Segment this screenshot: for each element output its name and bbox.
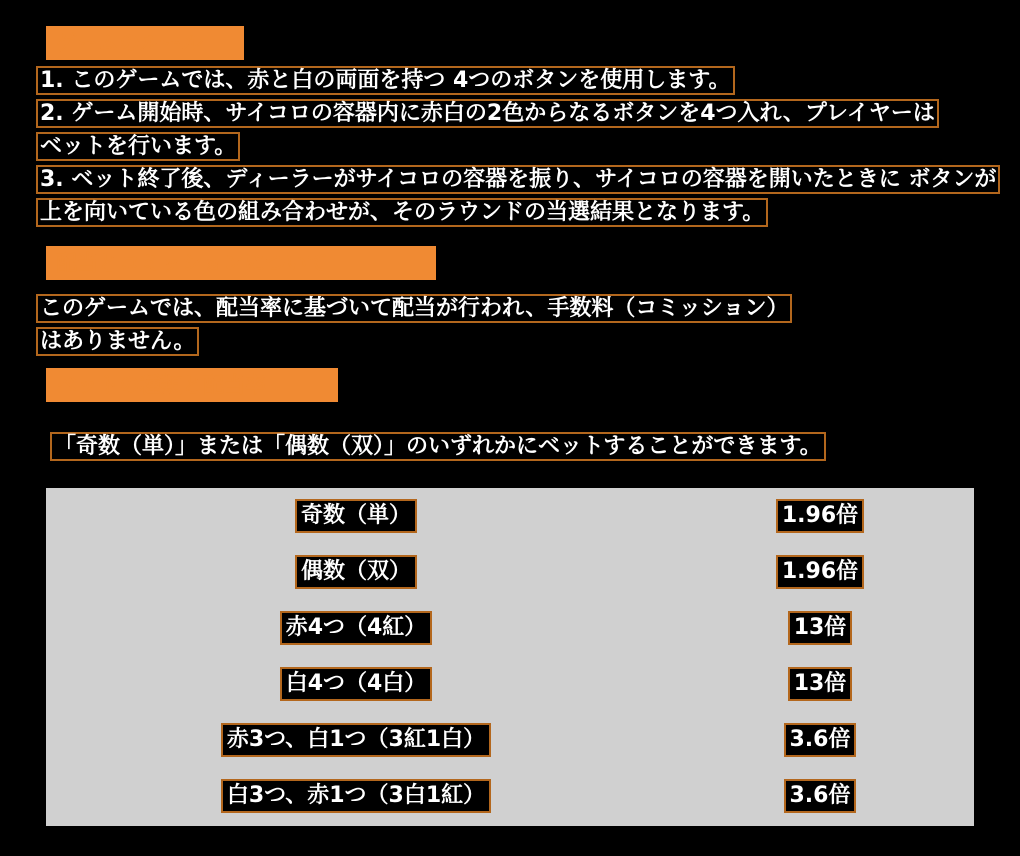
- heading-payout-info: 配当とコミッションについて: [46, 246, 436, 280]
- table-cell-name-wrap: [46, 501, 666, 531]
- bet-intro-line: 「奇数（単）」または「偶数（双）」のいずれかにベットすることができます。: [54, 434, 822, 459]
- table-row: [46, 768, 974, 824]
- bet-name: 白3つ、赤1つ（3白1紅）: [223, 781, 489, 811]
- bet-rate: 13倍: [790, 669, 851, 699]
- table-row: [46, 488, 974, 544]
- bet-intro-paragraph: [52, 430, 824, 463]
- payout-paragraph: [38, 292, 790, 358]
- bet-rate: 1.96倍: [778, 501, 862, 531]
- table-row: [46, 712, 974, 768]
- table-cell-name-wrap: [46, 613, 666, 643]
- table-cell-name-wrap: [46, 557, 666, 587]
- heading-bet-types: ベットの種類と配当率: [46, 368, 338, 402]
- rules-line: 上を向いている色の組み合わせが、そのラウンドの当選結果となります。: [40, 200, 765, 225]
- bet-rate: 1.96倍: [778, 557, 862, 587]
- heading-game-rules: ゲームのルール: [46, 26, 244, 60]
- table-cell-rate-wrap: [666, 613, 974, 643]
- bet-name: 赤4つ（4紅）: [282, 613, 431, 643]
- bet-name: 偶数（双）: [297, 557, 415, 587]
- rules-line: 2. ゲーム開始時、サイコロの容器内に赤白の2色からなるボタンを4つ入れ、プレイヤーは: [40, 101, 935, 126]
- table-cell-name-wrap: [46, 725, 666, 755]
- bet-rate: 3.6倍: [786, 781, 855, 811]
- table-cell-rate-wrap: [666, 557, 974, 587]
- rules-line: 3. ベット終了後、ディーラーがサイコロの容器を振り、サイコロの容器を開いたときに ボタンが: [40, 167, 997, 192]
- payout-line: このゲームでは、配当率に基づいて配当が行われ、手数料（コミッション）: [40, 296, 789, 321]
- bet-rate: 13倍: [790, 613, 851, 643]
- table-row: [46, 544, 974, 600]
- table-row: [46, 600, 974, 656]
- rules-line: ベットを行います。: [40, 134, 237, 159]
- rules-line: 1. このゲームでは、赤と白の両面を持つ 4つのボタンを使用します。: [40, 68, 731, 93]
- bet-name: 奇数（単）: [297, 501, 415, 531]
- table-cell-rate-wrap: [666, 781, 974, 811]
- table-cell-rate-wrap: [666, 725, 974, 755]
- bet-name: 赤3つ、白1つ（3紅1白）: [223, 725, 489, 755]
- table-row: [46, 656, 974, 712]
- table-cell-name-wrap: [46, 669, 666, 699]
- payout-line: はありません。: [40, 329, 196, 354]
- bet-rate: 3.6倍: [786, 725, 855, 755]
- bet-name: 白4つ（4白）: [282, 669, 431, 699]
- table-cell-rate-wrap: [666, 669, 974, 699]
- table-cell-rate-wrap: [666, 501, 974, 531]
- rules-paragraph: [38, 64, 998, 229]
- payout-table: [46, 488, 974, 826]
- table-cell-name-wrap: [46, 781, 666, 811]
